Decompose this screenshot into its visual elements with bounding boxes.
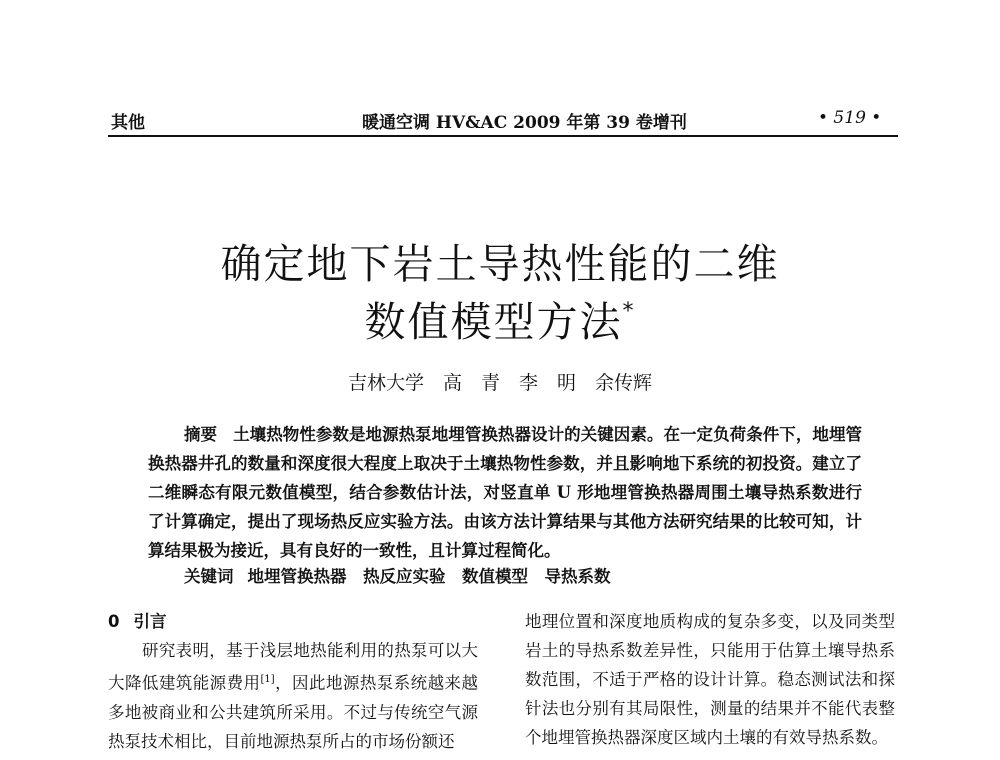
running-header-section: 其他 [111, 113, 145, 133]
right-column [525, 607, 895, 752]
intro-paragraph [108, 636, 478, 756]
intro-text-2: ，因此地源热泵系统越来越多地被商业和公共建筑所采用。不过与传统空气源热泵技术相比，目前地源热泵所占的市场份额还 [108, 673, 479, 751]
section-title: 引言 [133, 612, 167, 631]
section-heading [108, 607, 478, 636]
keywords-items: 地埋管换热器 热反应实验 数值模型 导热系数 [247, 567, 611, 586]
footnote-mark: * [622, 299, 636, 324]
left-column [108, 607, 478, 756]
paper-title-line2-text: 数值模型方法 [364, 298, 623, 346]
section-number: 0 [108, 612, 120, 631]
citation-ref: [1] [260, 674, 275, 685]
abstract [148, 420, 862, 565]
paper-title-line1: 确定地下岩土导热性能的二维 [220, 240, 780, 288]
intro-text-1: 研究表明，基于浅层地热能利用的热泵可以大大降低建筑能源费用 [108, 641, 478, 693]
abstract-label: 摘要 [184, 425, 218, 444]
keywords [184, 563, 611, 587]
page-number: • 519 • [818, 108, 882, 128]
authors: 吉林大学 高 青 李 明 余传辉 [347, 372, 652, 394]
header-rule [108, 135, 898, 137]
paper-title-line2 [100, 289, 900, 348]
right-column-text: 地理位置和深度地质构成的复杂多变，以及同类型岩土的导热系数差异性，只能用于估算土壤导热系数范围，不适于严格的设计计算。稳态测试法和探针法也分别有其局限性，测量的结果并不能代表整个地埋管换热器深度区域内土壤的有效导热系数。 [525, 612, 895, 747]
running-header-journal: 暖通空调 HV&AC 2009 年第 39 卷增刊 [362, 113, 687, 133]
abstract-text: 土壤热物性参数是地源热泵地埋管换热器设计的关键因素。在一定负荷条件下，地埋管换热器井孔的数量和深度很大程度上取决于土壤热物性参数，并且影响地下系统的初投资。建立了二维瞬态有限元数值模型，结合参数估计法，对竖直单 U 形地埋管换热器周围土壤导热系数进行了计算确定，提出了现场热反应实验方法。由该方法计算结果与其他方法研究结果的比较可知，计算结果极为接近，具有良好的一致性，且计算过程简化。 [148, 425, 863, 560]
keywords-label: 关键词 [184, 567, 234, 586]
